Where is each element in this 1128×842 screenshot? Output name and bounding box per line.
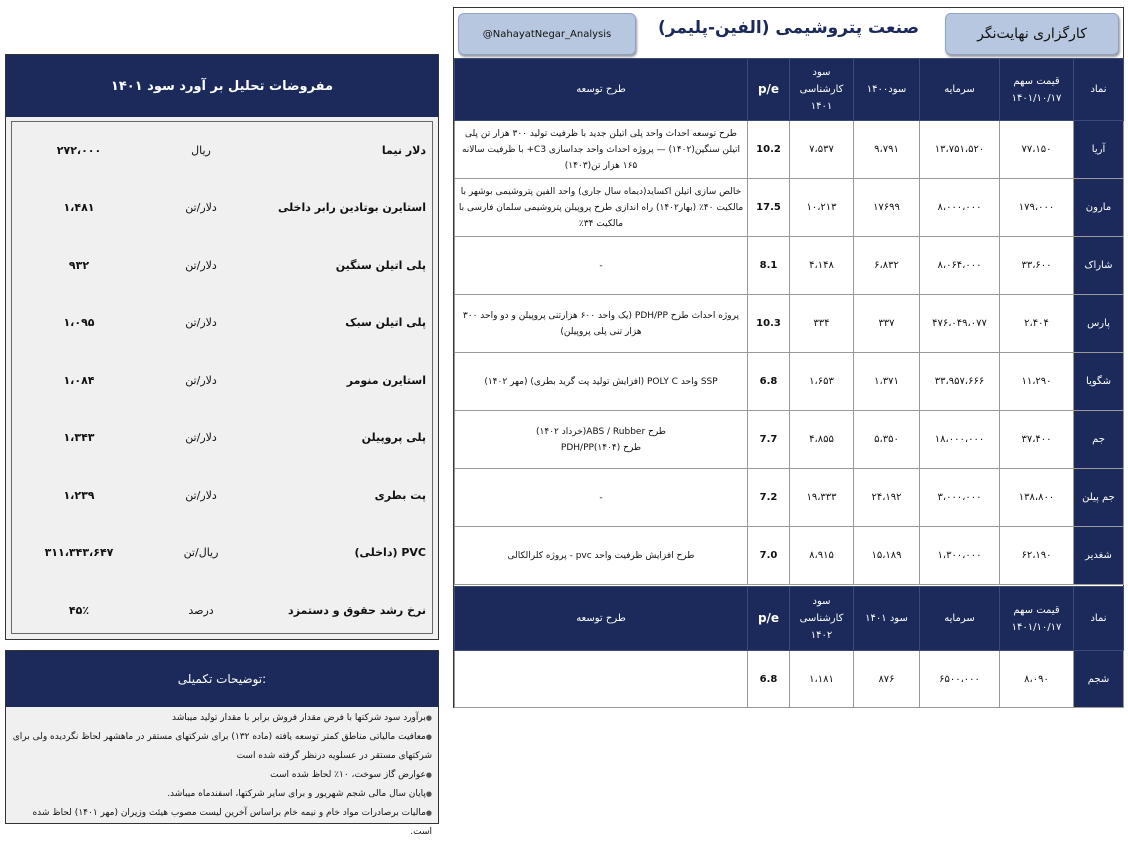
page-title: صنعت پتروشیمی (الفین-پلیمر) [657, 18, 920, 38]
cell-price: ۶۲،۱۹۰ [1000, 527, 1074, 585]
assumption-row [12, 122, 432, 179]
table-row [455, 121, 1124, 179]
assumption-value: ۱،۴۸۱ [63, 201, 95, 214]
assumption-row [12, 409, 432, 466]
cell-capital: ۱۸،۰۰۰،۰۰۰ [920, 411, 1000, 469]
col-pe: p/e [748, 587, 790, 651]
cell-profit: ۵،۳۵۰ [854, 411, 920, 469]
assumption-label: دلار نیما [381, 144, 426, 157]
brand-badge: کارگزاری نهایت‌نگر [945, 13, 1119, 55]
cell-capital: ۱،۳۰۰،۰۰۰ [920, 527, 1000, 585]
note-item: ● پایان سال مالی شجم شهریور و برای سایر شرکتها، اسفندماه میباشد. [12, 785, 432, 804]
note-item: ● معافیت مالیاتی مناطق کمتر توسعه یافته (ماده ۱۳۲) برای شرکتهای مستقر در ماهشهر لحاظ نگردیده ولی برای شرکتهای مستقر در عسلویه درنظر گرفته شده است [12, 728, 432, 766]
table-row [455, 469, 1124, 527]
cell-price: ۳۷،۴۰۰ [1000, 411, 1074, 469]
cell-price: ۷۷،۱۵۰ [1000, 121, 1074, 179]
assumption-unit: ریال [191, 144, 211, 157]
col-plan: طرح توسعه [455, 59, 748, 121]
assumption-unit: دلار/تن [185, 201, 217, 214]
cell-pe: 7.0 [748, 527, 790, 585]
cell-capital: ۳۳،۹۵۷،۶۶۶ [920, 353, 1000, 411]
assumption-label: PVC (داخلی) [354, 546, 426, 559]
assumption-value: ۱،۰۸۴ [63, 374, 95, 387]
cell-plan: طرح افزایش ظرفیت واحد pvc - پروژه کلرالکالی [455, 527, 748, 585]
col-symbol: نماد [1074, 587, 1124, 651]
cell-capital: ۳،۰۰۰،۰۰۰ [920, 469, 1000, 527]
cell-symbol: شجم [1074, 651, 1124, 708]
cell-capital: ۶۵۰۰،۰۰۰ [920, 651, 1000, 708]
cell-expert-profit: ۴،۱۴۸ [790, 237, 854, 295]
table-row [455, 295, 1124, 353]
cell-profit: ۸۷۶ [854, 651, 920, 708]
cell-profit: ۹،۷۹۱ [854, 121, 920, 179]
col-capital: سرمایه [920, 587, 1000, 651]
table-header-row [455, 59, 1124, 121]
cell-plan: SSP واحد POLY C (افزایش تولید پت گرید بطری) (مهر ۱۴۰۲) [455, 353, 748, 411]
cell-profit: ۱،۳۷۱ [854, 353, 920, 411]
notes-title: توضیحات تکمیلی: [6, 651, 438, 707]
assumption-label: استایرن منومر [346, 374, 426, 387]
cell-pe: 7.2 [748, 469, 790, 527]
assumptions-panel [5, 54, 439, 640]
cell-capital: ۴۷۶،۰۴۹،۰۷۷ [920, 295, 1000, 353]
cell-plan: طرح توسعه احداث واحد پلی اتیلن جدید با ظرفیت تولید ۳۰۰ هزار تن پلی اتیلن سنگین(۱۴۰۲) — پروژه احداث واحد جداسازی C3+ با ظرفیت سالانه ۱۶۵ هزار تن(۱۴۰۳) [455, 121, 748, 179]
col-profit: سود ۱۴۰۱ [854, 587, 920, 651]
cell-price: ۱۱،۲۹۰ [1000, 353, 1074, 411]
cell-capital: ۱۳،۷۵۱،۵۲۰ [920, 121, 1000, 179]
col-price: قیمت سهم ۱۴۰۱/۱۰/۱۷ [1000, 59, 1074, 121]
assumption-label: پلی اتیلن سبک [345, 316, 426, 329]
cell-pe: 10.2 [748, 121, 790, 179]
assumption-value: ۳۱۱،۳۴۳،۶۴۷ [44, 546, 114, 559]
assumption-row [12, 237, 432, 294]
assumption-value: ۴۵٪ [68, 604, 90, 617]
cell-symbol: پارس [1074, 295, 1124, 353]
assumption-value: ۹۳۲ [68, 259, 90, 272]
cell-capital: ۸،۰۶۴،۰۰۰ [920, 237, 1000, 295]
cell-profit: ۶،۸۳۲ [854, 237, 920, 295]
cell-pe: 8.1 [748, 237, 790, 295]
assumption-unit: دلار/تن [185, 259, 217, 272]
note-item: ● برآورد سود شرکتها با فرض مقدار فروش برابر با مقدار تولید میباشد [12, 709, 432, 728]
assumption-value: ۲۷۲،۰۰۰ [56, 144, 102, 157]
assumption-unit: دلار/تن [185, 489, 217, 502]
cell-expert-profit: ۱،۶۵۳ [790, 353, 854, 411]
cell-pe: 6.8 [748, 353, 790, 411]
cell-symbol: شاراک [1074, 237, 1124, 295]
table-row [455, 527, 1124, 585]
assumption-value: ۱،۲۳۹ [63, 489, 95, 502]
assumption-row [12, 294, 432, 351]
assumption-unit: دلار/تن [185, 431, 217, 444]
assumption-label: پلی اتیلن سنگین [335, 259, 426, 272]
assumption-unit: درصد [188, 604, 214, 617]
cell-expert-profit: ۸،۹۱۵ [790, 527, 854, 585]
cell-pe: 7.7 [748, 411, 790, 469]
cell-plan [455, 651, 748, 708]
cell-profit: ۱۵،۱۸۹ [854, 527, 920, 585]
assumption-row [12, 582, 432, 639]
cell-plan: - [455, 469, 748, 527]
col-expert-profit: سود کارشناسی ۱۴۰۱ [790, 59, 854, 121]
cell-price: ۱۳۸،۸۰۰ [1000, 469, 1074, 527]
cell-expert-profit: ۳۳۴ [790, 295, 854, 353]
assumption-unit: دلار/تن [185, 316, 217, 329]
notes-list [12, 709, 432, 842]
assumption-label: پت بطری [374, 489, 426, 502]
assumption-label: نرخ رشد حقوق و دستمزد [288, 604, 426, 617]
assumptions-title: مفروضات تحلیل بر آورد سود ۱۴۰۱ [6, 55, 438, 117]
table-row [455, 651, 1124, 708]
col-capital: سرمایه [920, 59, 1000, 121]
table-header-row [455, 587, 1124, 651]
cell-symbol: مارون [1074, 179, 1124, 237]
cell-price: ۱۷۹،۰۰۰ [1000, 179, 1074, 237]
industry-panel [453, 7, 1124, 708]
cell-pe: 17.5 [748, 179, 790, 237]
cell-plan: - [455, 237, 748, 295]
channel-handle[interactable]: @NahayatNegar_Analysis [458, 13, 636, 55]
note-item: ● عوارض گاز سوخت، ۱۰٪ لحاظ شده است [12, 766, 432, 785]
cell-plan: طرح ABS / Rubber(خرداد ۱۴۰۲) طرح PDH/PP(۱۴۰۴) [455, 411, 748, 469]
col-pe: p/e [748, 59, 790, 121]
cell-price: ۳۳،۶۰۰ [1000, 237, 1074, 295]
cell-profit: ۳۳۷ [854, 295, 920, 353]
assumptions-list [11, 121, 433, 634]
note-item: ● مالیات برصادرات مواد خام و نیمه خام براساس آخرین لیست مصوب هیئت وزیران (مهر ۱۴۰۱) لحاظ شده است. [12, 804, 432, 842]
cell-profit: ۱۷۶۹۹ [854, 179, 920, 237]
notes-panel [5, 650, 439, 837]
col-profit: سود۱۴۰۰ [854, 59, 920, 121]
cell-symbol: جم [1074, 411, 1124, 469]
cell-expert-profit: ۷،۵۳۷ [790, 121, 854, 179]
cell-capital: ۸،۰۰۰،۰۰۰ [920, 179, 1000, 237]
col-expert-profit: سود کارشناسی ۱۴۰۲ [790, 587, 854, 651]
assumption-label: پلی پروپیلن [361, 431, 426, 444]
cell-price: ۸،۰۹۰ [1000, 651, 1074, 708]
assumption-row [12, 524, 432, 581]
col-plan: طرح توسعه [455, 587, 748, 651]
col-price: قیمت سهم ۱۴۰۱/۱۰/۱۷ [1000, 587, 1074, 651]
cell-symbol: شگویا [1074, 353, 1124, 411]
cell-expert-profit: ۴،۸۵۵ [790, 411, 854, 469]
cell-price: ۲،۴۰۴ [1000, 295, 1074, 353]
table-row [455, 411, 1124, 469]
shajam-table [454, 586, 1124, 708]
assumption-value: ۱،۰۹۵ [63, 316, 95, 329]
cell-expert-profit: ۱،۱۸۱ [790, 651, 854, 708]
cell-plan: پروژه احداث طرح PDH/PP (یک واحد ۶۰۰ هزارتنی پروپیلن و دو واحد ۳۰۰ هزار تنی پلی پروپیلن) [455, 295, 748, 353]
cell-symbol: جم پیلن [1074, 469, 1124, 527]
table-row [455, 353, 1124, 411]
assumption-value: ۱،۳۴۳ [63, 431, 95, 444]
cell-symbol: شغدیر [1074, 527, 1124, 585]
assumption-unit: دلار/تن [185, 374, 217, 387]
cell-profit: ۲۴،۱۹۲ [854, 469, 920, 527]
assumption-label: استایرن بوتادین رابر داخلی [277, 201, 426, 214]
header-bar [454, 8, 1123, 58]
assumption-row [12, 179, 432, 236]
assumption-row [12, 352, 432, 409]
cell-expert-profit: ۱۰،۲۱۳ [790, 179, 854, 237]
table-row [455, 237, 1124, 295]
col-symbol: نماد [1074, 59, 1124, 121]
assumption-row [12, 467, 432, 524]
cell-plan: خالص سازی اتیلن اکساید(دیماه سال جاری) واحد الفین پتروشیمی بوشهر با مالکیت ۴۰٪ (بهار۱۴۰۲) راه اندازی طرح پروپیلن پتروشیمی سلمان فارسی با مالکیت ۳۴٪ [455, 179, 748, 237]
table-row [455, 179, 1124, 237]
cell-expert-profit: ۱۹،۳۳۳ [790, 469, 854, 527]
cell-pe: 6.8 [748, 651, 790, 708]
assumption-unit: ریال/تن [183, 546, 219, 559]
cell-pe: 10.3 [748, 295, 790, 353]
cell-symbol: آریا [1074, 121, 1124, 179]
companies-table [454, 58, 1124, 585]
